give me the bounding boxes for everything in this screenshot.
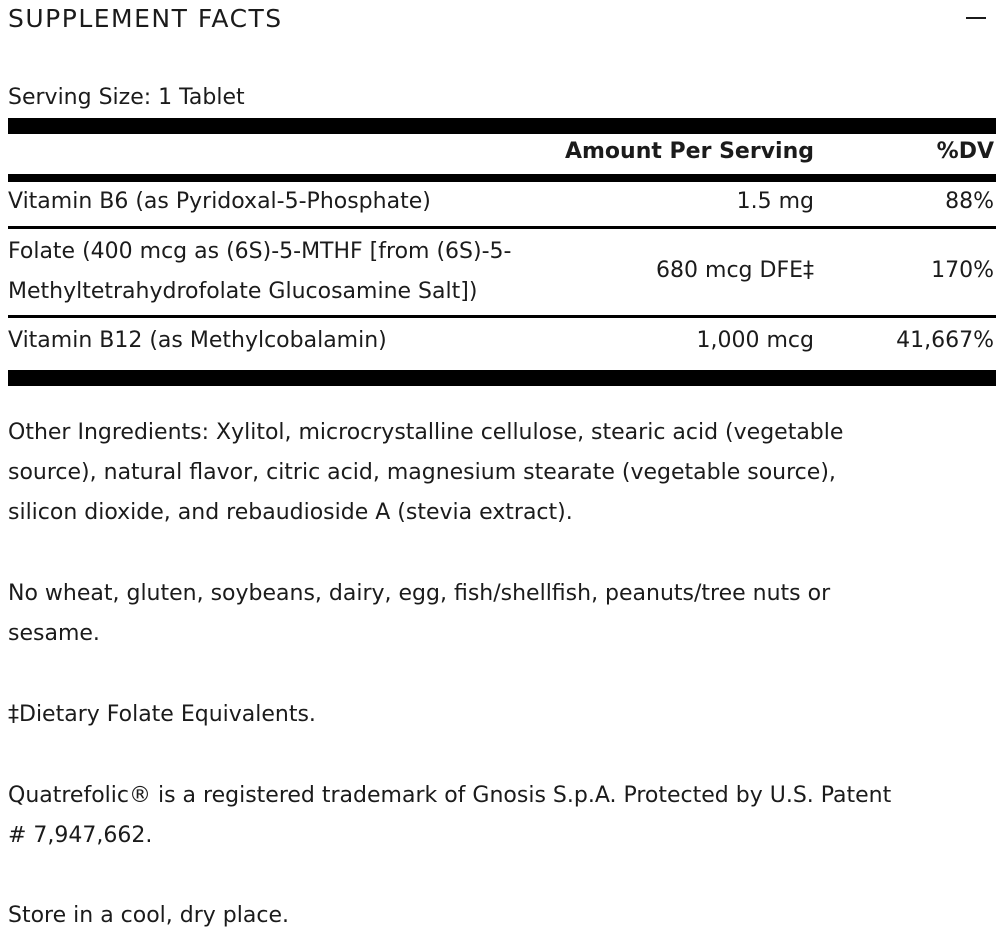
percent-dv: 170% (931, 258, 994, 283)
amount-per-serving: 680 mcg DFE‡ (656, 258, 814, 283)
other-ingredients (8, 413, 980, 533)
column-header-amount: Amount Per Serving (564, 139, 814, 164)
allergen-line: No wheat, gluten, soybeans, dairy, egg, fish/shellfish, peanuts/tree nuts or (8, 581, 831, 606)
dfe-footnote: ‡Dietary Folate Equivalents. (8, 702, 316, 727)
trademark-line: # 7,947,662. (8, 823, 153, 848)
panel-title: SUPPLEMENT FACTS (8, 4, 283, 33)
row-divider (8, 315, 996, 318)
minus-icon (966, 17, 986, 19)
nutrient-name-line-1: Folate (400 mcg as (6S)-5-MTHF [from (6S)-5- (8, 239, 512, 264)
trademark-line: Quatrefolic® is a registered trademark of Gnosis S.p.A. Protected by U.S. Patent (8, 783, 892, 808)
table-top-rule (8, 118, 996, 134)
amount-per-serving: 1,000 mcg (696, 328, 814, 353)
other-ingredients-line: silicon dioxide, and rebaudioside A (stevia extract). (8, 500, 573, 525)
allergen-statement (8, 574, 980, 654)
amount-per-serving: 1.5 mg (736, 189, 814, 214)
serving-size: Serving Size: 1 Tablet (8, 85, 245, 110)
other-ingredients-line: source), natural flavor, citric acid, magnesium stearate (vegetable source), (8, 460, 836, 485)
storage-instructions: Store in a cool, dry place. (8, 903, 289, 928)
allergen-line: sesame. (8, 621, 100, 646)
header-rule (8, 174, 996, 182)
table-bottom-rule (8, 370, 996, 386)
nutrient-name: Vitamin B6 (as Pyridoxal-5-Phosphate) (8, 189, 431, 214)
supplement-facts-header[interactable] (8, 0, 992, 36)
percent-dv: 88% (945, 189, 994, 214)
nutrient-name-line-2: Methyltetrahydrofolate Glucosamine Salt]) (8, 279, 478, 304)
nutrient-name: Vitamin B12 (as Methylcobalamin) (8, 328, 387, 353)
trademark-statement (8, 776, 980, 856)
row-divider (8, 226, 996, 229)
other-ingredients-line: Other Ingredients: Xylitol, microcrystalline cellulose, stearic acid (vegetable (8, 420, 844, 445)
percent-dv: 41,667% (896, 328, 994, 353)
column-header-dv: %DV (936, 139, 994, 164)
collapse-button[interactable] (956, 0, 992, 36)
